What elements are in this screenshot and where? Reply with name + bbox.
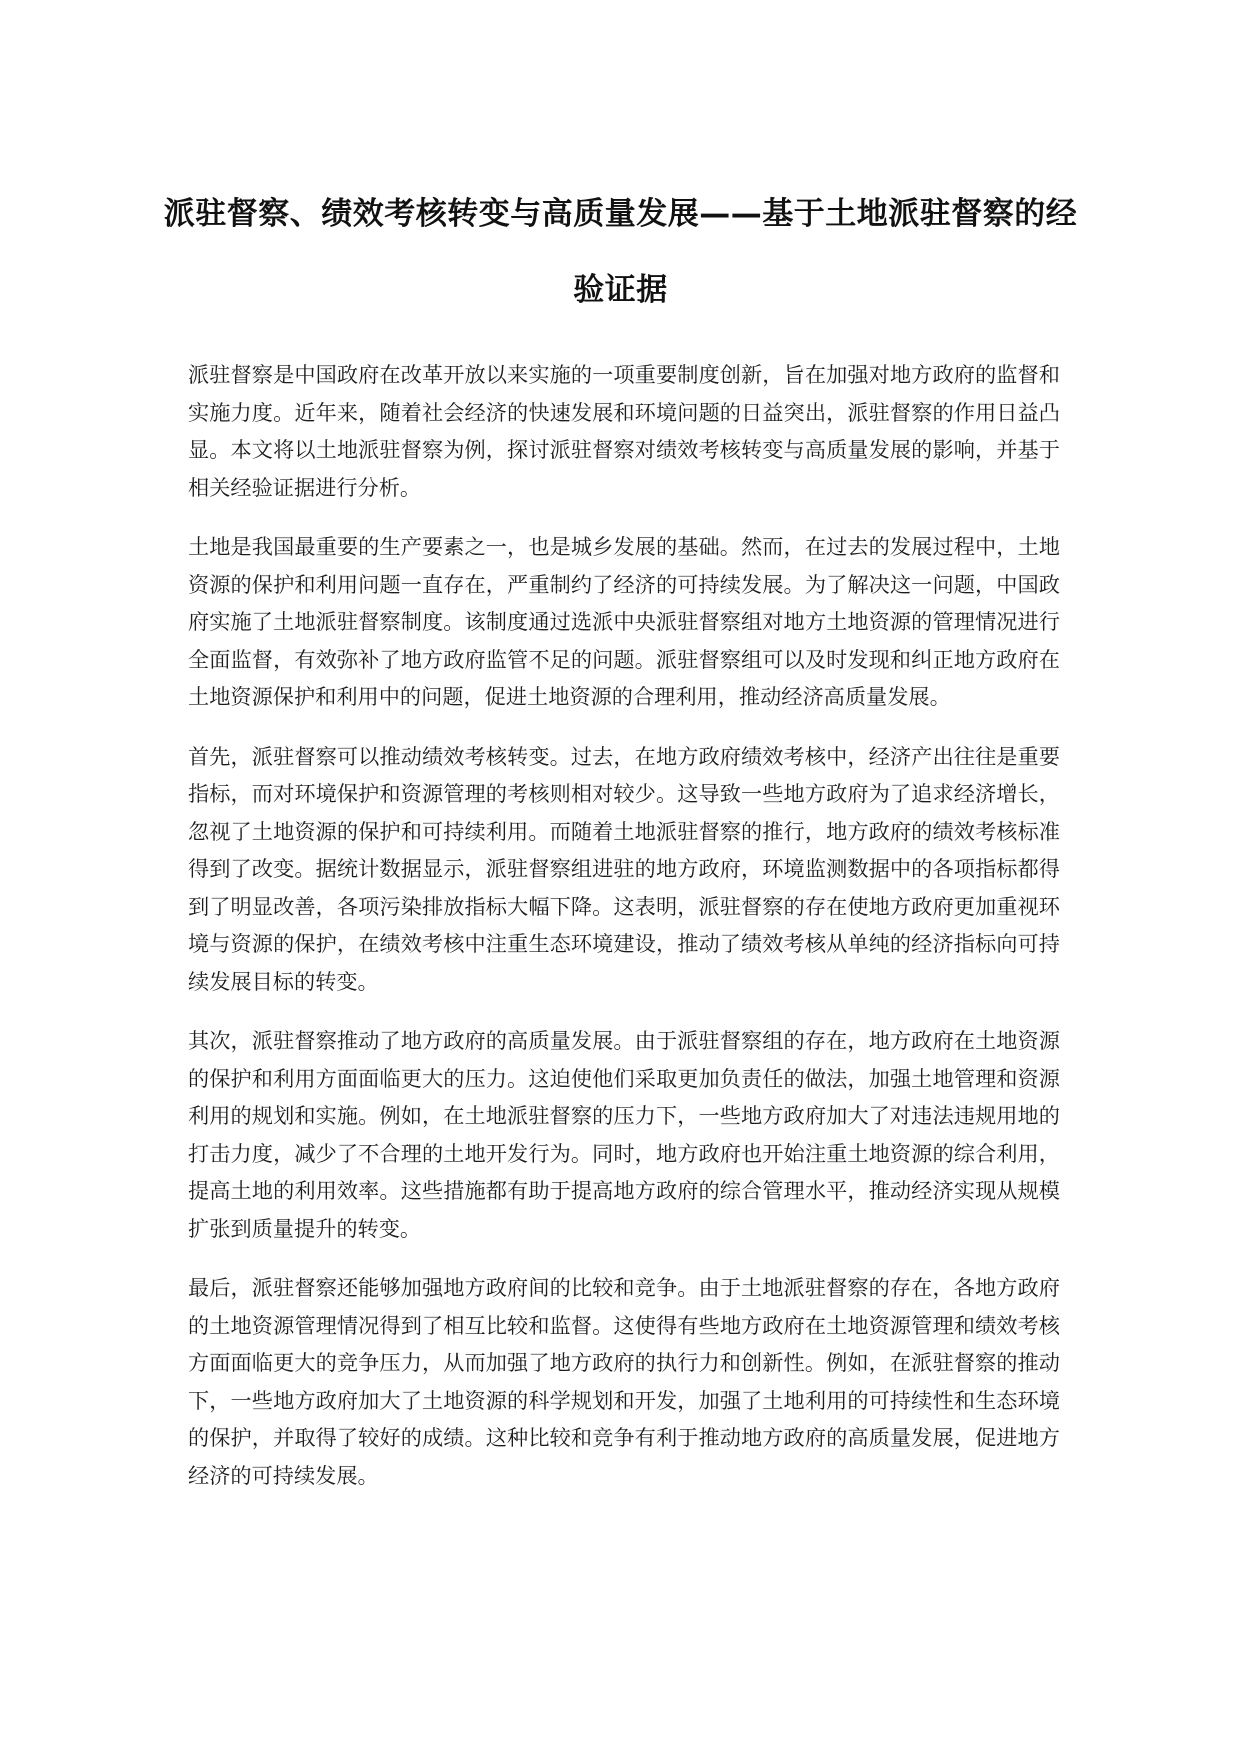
paragraph-5: 最后，派驻督察还能够加强地方政府间的比较和竞争。由于土地派驻督察的存在，各地方政府的土地资源管理情况得到了相互比较和监督。这使得有些地方政府在土地资源管理和绩效考核方面面临更大的竞争压力，从而加强了地方政府的执行力和创新性。例如，在派驻督察的推动下，一些地方政府加大了土地资源的科学规划和开发，加强了土地利用的可持续性和生态环境的保护，并取得了较好的成绩。这种比较和竞争有利于推动地方政府的高质量发展，促进地方经济的可持续发展。 — [188, 1275, 1060, 1488]
paragraph-4: 其次，派驻督察推动了地方政府的高质量发展。由于派驻督察组的存在，地方政府在土地资源的保护和利用方面面临更大的压力。这迫使他们采取更加负责任的做法，加强土地管理和资源利用的规划和实施。例如，在土地派驻督察的压力下，一些地方政府加大了对违法违规用地的打击力度，减少了不合理的土地开发行为。同时，地方政府也开始注重土地资源的综合利用，提高土地的利用效率。这些措施都有助于提高地方政府的综合管理水平，推动经济实现从规模扩张到质量提升的转变。 — [188, 1028, 1060, 1241]
paragraph-1: 派驻督察是中国政府在改革开放以来实施的一项重要制度创新，旨在加强对地方政府的监督和实施力度。近年来，随着社会经济的快速发展和环境问题的日益突出，派驻督察的作用日益凸显。本文将以土地派驻督察为例，探讨派驻督察对绩效考核转变与高质量发展的影响，并基于相关经验证据进行分析。 — [188, 362, 1060, 500]
document-title: 派驻督察、绩效考核转变与高质量发展——基于土地派驻督察的经验证据 — [163, 196, 1078, 308]
document-body — [188, 356, 1060, 1516]
paragraph-2: 土地是我国最重要的生产要素之一，也是城乡发展的基础。然而，在过去的发展过程中，土地资源的保护和利用问题一直存在，严重制约了经济的可持续发展。为了解决这一问题，中国政府实施了土地派驻督察制度。该制度通过选派中央派驻督察组对地方土地资源的管理情况进行全面监督，有效弥补了地方政府监管不足的问题。派驻督察组可以及时发现和纠正地方政府在土地资源保护和利用中的问题，促进土地资源的合理利用，推动经济高质量发展。 — [188, 534, 1060, 709]
paragraph-3: 首先，派驻督察可以推动绩效考核转变。过去，在地方政府绩效考核中，经济产出往往是重要指标，而对环境保护和资源管理的考核则相对较少。这导致一些地方政府为了追求经济增长，忽视了土地资源的保护和可持续利用。而随着土地派驻督察的推行，地方政府的绩效考核标准得到了改变。据统计数据显示，派驻督察组进驻的地方政府，环境监测数据中的各项指标都得到了明显改善，各项污染排放指标大幅下降。这表明，派驻督察的存在使地方政府更加重视环境与资源的保护，在绩效考核中注重生态环境建设，推动了绩效考核从单纯的经济指标向可持续发展目标的转变。 — [188, 743, 1060, 994]
